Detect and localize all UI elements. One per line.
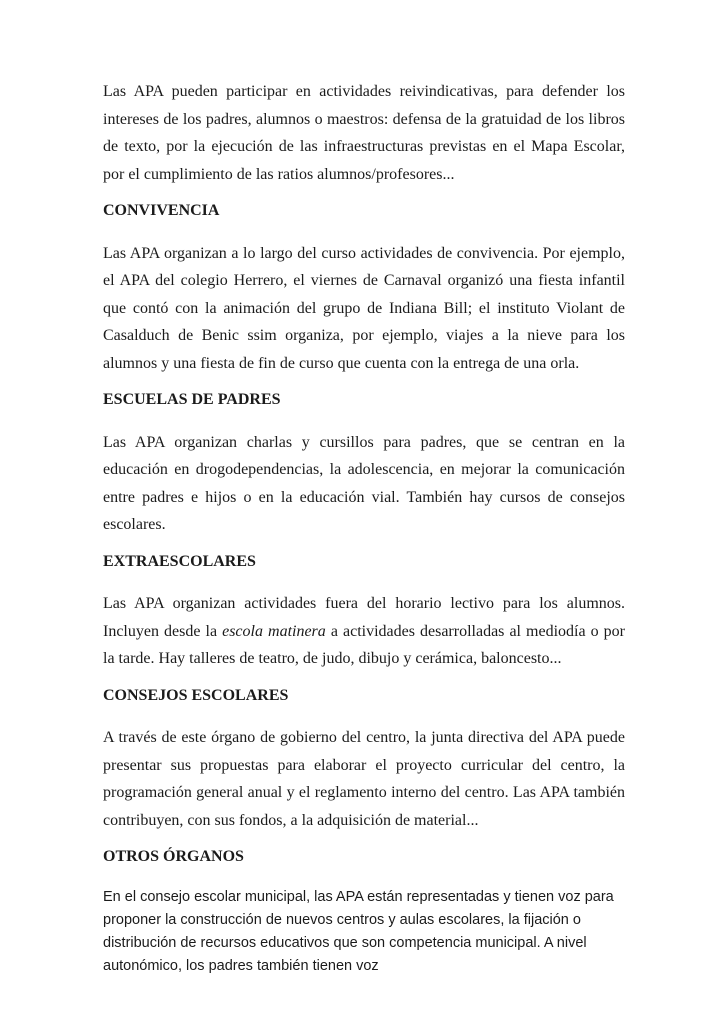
extraescolares-text-before: Las APA organizan actividades fuera del horario lectivo para los alumnos. Incluyen desde la xyxy=(103,595,625,640)
section-paragraph-consejos-escolares: A través de este órgano de gobierno del centro, la junta directiva del APA puede presentar sus propuestas para elaborar el proyecto curricular del centro, la programación general anual y el reglamento interno del centro. Las APA también contribuyen, con sus fondos, a la adquisición de material... xyxy=(103,729,625,829)
section-paragraph-convivencia: Las APA organizan a lo largo del curso actividades de convivencia. Por ejemplo, el APA del colegio Herrero, el viernes de Carnaval organizó una fiesta infantil que contó con la animación del grupo de Indiana Bill; el instituto Violant de Casalduch de Benic ssim organiza, por ejemplo, viajes a la nieve para los alumnos y una fiesta de fin de curso que cuenta con la entrega de una orla. xyxy=(103,244,625,372)
section-heading-consejos-escolares: CONSEJOS ESCOLARES xyxy=(103,686,289,704)
section-paragraph-extraescolares xyxy=(103,590,625,673)
section-heading-convivencia: CONVIVENCIA xyxy=(103,202,220,219)
section-paragraph-otros-organos: En el consejo escolar municipal, las APA están representadas y tienen voz para proponer la construcción de nuevos centros y aulas escolares, la fijación o distribución de recursos educativos que son competencia municipal. A nivel autonómico, los padres también tienen voz xyxy=(103,888,614,974)
section-heading-escuelas-de-padres: ESCUELAS DE PADRES xyxy=(103,391,281,408)
section-paragraph-escuelas-de-padres: Las APA organizan charlas y cursillos para padres, que se centran en la educación en drogodependencias, la adolescencia, en mejorar la comunicación entre padres e hijos o en la educación vial. También hay cursos de consejos escolares. xyxy=(103,433,625,533)
extraescolares-text-after: a actividades desarrolladas al mediodía o por la tarde. Hay talleres de teatro, de judo, dibujo y cerámica, baloncesto... xyxy=(103,622,626,667)
section-heading-extraescolares: EXTRAESCOLARES xyxy=(103,552,256,570)
extraescolares-italic-phrase: escola matinera xyxy=(222,622,326,640)
intro-paragraph: Las APA pueden participar en actividades reivindicativas, para defender los intereses de los padres, alumnos o maestros: defensa de la gratuidad de los libros de texto, por la ejecución de las infraestructuras previstas en el Mapa Escolar, por el cumplimiento de las ratios alumnos/profesores... xyxy=(103,83,625,183)
section-heading-otros-organos: OTROS ÓRGANOS xyxy=(103,848,244,865)
